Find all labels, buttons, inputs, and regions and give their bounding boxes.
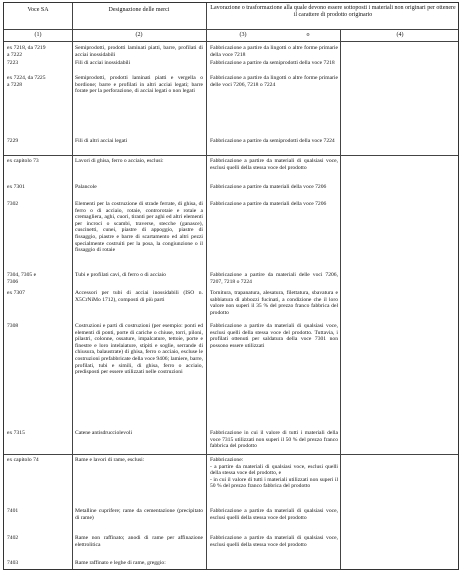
colnum-1: (1) — [34, 32, 42, 38]
colnum-or: o — [306, 32, 310, 38]
header-divider — [4, 29, 458, 30]
row-designazione: Elementi per la costruzione di strade ferrate, di ghisa, di ferro o di acciaio, rotaie, controrotaie e rotaie a cremagliera, aghi, cuori, tiranti per aghi ed altri elementi per incroci o scambi, traverse, stecche (ganasce), cuscinetti, cunei, piastre di appoggio, piastre di fissaggio, piastre e barre di scartamento ed altri pezzi specialmente costruiti per la posa, la congiunzione o il fissaggio di rotaie — [75, 201, 203, 254]
header-designazione: Designazione delle merci — [108, 7, 170, 13]
col-divider-2 — [206, 3, 207, 569]
row-voce: 7403 — [7, 560, 19, 566]
col-divider-1 — [72, 3, 73, 569]
row-lavorazione: Fabbricazione a partire da materiali della voce 7206 — [210, 201, 327, 207]
row-voce: ex 7218, da 7219 a 7222 — [7, 45, 46, 58]
row-voce: ex 7224, da 7225 a 7228 — [7, 75, 46, 88]
row-lavorazione: Fabbricazione a partire da materiali di qualsiasi voce, esclusi quelli della stessa voce del prodotto. Tuttavia, i profilati ottenuti per saldatura della voce 7301 non possono essere utilizzati — [210, 323, 338, 349]
row-lavorazione: Fabbricazione a partire da semiprodotti della voce 7224 — [210, 138, 335, 144]
row-designazione: Lavori di ghisa, ferro o acciaio, esclusi: — [75, 158, 164, 164]
row-voce: ex capitolo 73 — [7, 158, 39, 164]
header-lavorazione: Lavorazione o trasformazione alla quale devono essere sottoposti i materiali non originari per ottenere il carattere di prodotto originario — [210, 5, 456, 18]
row-designazione: Tubi e profilati cavi, di ferro o di acciaio — [75, 272, 166, 278]
row-lavorazione: Tornitura, trapanatura, alesatura, filettatura, sbavatura e sabbiatura di abbozzi fucinati, a condizione che il loro valore non superi il 35 % del prezzo franco fabbrica del prodotto — [210, 290, 338, 316]
row-designazione: Accessori per tubi di acciai inossidabili (ISO n. X5CrNiMo 1712), composti di più parti — [75, 290, 203, 303]
row-voce: ex 7315 — [7, 430, 25, 436]
row-voce: 7229 — [7, 138, 19, 144]
row-designazione: Metalline cuprifere; rame da cementazione (precipitato di rame) — [75, 508, 203, 521]
row-voce: ex capitolo 74 — [7, 457, 39, 463]
row-designazione: Rame non raffinato; anodi di rame per affinazione elettrolitica — [75, 535, 203, 548]
row-voce: ex 7307 — [7, 290, 25, 296]
colnum-divider — [4, 41, 458, 42]
row-designazione: Fili di altri acciai legati — [75, 138, 128, 144]
row-lavorazione: Fabbricazione a partire da materiali di qualsiasi voce, esclusi quelli della stessa voce del prodotto — [210, 535, 338, 548]
row-designazione: Semiprodotti, prodotti laminati piatti e vergella o bordione; barre e profilati in altri acciai legati; barre forate per la perforazione, di acciai legati o non legati — [75, 75, 203, 95]
colnum-2: (2) — [135, 32, 143, 38]
rules-table — [3, 2, 459, 570]
row-lavorazione: Fabbricazione a partire da lingotti o altre forme primarie delle voci 7206, 7218 o 7224 — [210, 75, 338, 88]
row-lavorazione: Fabbricazione a partire da materiali di qualsiasi voce, esclusi quelli della stessa voce del prodotto — [210, 158, 338, 171]
row-lavorazione: Fabbricazione a partire da semiprodotti della voce 7218 — [210, 60, 335, 66]
row-voce: ex 7301 — [7, 184, 25, 190]
row-lavorazione: Fabbricazione a partire da materiali di qualsiasi voce, esclusi quelli della stessa voce del prodotto — [210, 508, 338, 521]
row-voce: 7304, 7305 e 7306 — [7, 272, 37, 285]
row-lavorazione: Fabbricazione a partire da lingotti o altre forme primarie della voce 7218 — [210, 45, 338, 58]
row-lavorazione: Fabbricazione: - a partire da materiali di qualsiasi voce, esclusi quelli della stessa voce del prodotto, e - in cui il valore di tutti i materiali utilizzati non superi il 50 % del prezzo franco fabbrica del prodotto — [210, 457, 338, 490]
row-designazione: Rame raffinato e leghe di rame, greggio: — [75, 560, 166, 566]
colnum-4: (4) — [396, 32, 404, 38]
header-voce: Voce SA — [27, 7, 49, 13]
row-voce: 7223 — [7, 60, 19, 66]
row-voce: 7401 — [7, 508, 19, 514]
row-lavorazione: Fabbricazione in cui il valore di tutti i materiali della voce 7315 utilizzati non superi il 50 % del prezzo franco fabbrica del prodotto — [210, 430, 338, 450]
row-voce: 7402 — [7, 535, 19, 541]
row-lavorazione: Fabbricazione a partire da materiali della voce 7206 — [210, 184, 327, 190]
row-designazione: Costruzioni e parti di costruzioni (per esempio: ponti ed elementi di ponti, porte di cariche o chiuse, torri, piloni, pilastri, colonne, ossature, impalcature, tettoie, porte e finestre e loro intelaiature, stipiti e soglie, serrande di chiusura, balaustrate) di ghisa, ferro o acciaio, escluse le costruzioni prefabbricate della voce 9406; lamiere, barre, profilati, tubi e simili, di ghisa, ferro o acciaio, predisposti per essere utilizzati nelle costruzioni — [75, 323, 203, 376]
chapter-divider-73 — [4, 155, 458, 156]
row-lavorazione: Fabbricazione a partire da materiali delle voci 7206, 7207, 7218 o 7224 — [210, 272, 338, 285]
row-designazione: Fili di acciai inossidabili — [75, 60, 131, 66]
row-designazione: Rame e lavori di rame, esclusi: — [75, 457, 145, 463]
row-designazione: Semiprodotti, prodotti laminati piatti, barre, profilati di acciai inossidabili — [75, 45, 203, 58]
row-voce: 7302 — [7, 201, 19, 207]
row-designazione: Catene antisdrucciolevoli — [75, 430, 133, 436]
chapter-divider-74 — [4, 454, 458, 455]
row-voce: 7308 — [7, 323, 19, 329]
col-divider-3 — [340, 29, 341, 569]
row-designazione: Palancole — [75, 184, 97, 190]
colnum-3: (3) — [239, 32, 247, 38]
